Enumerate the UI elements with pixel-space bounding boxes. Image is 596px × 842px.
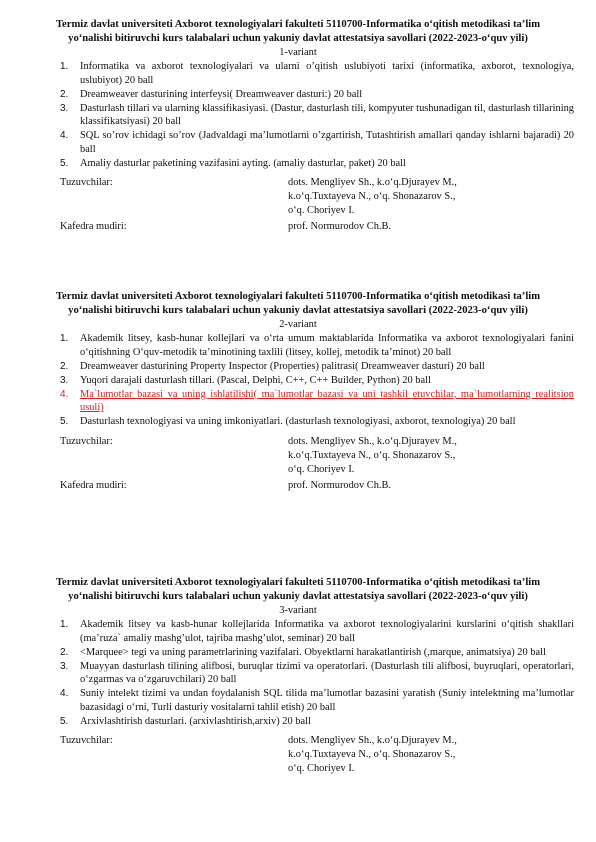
question-item bbox=[0, 88, 596, 102]
question-list bbox=[0, 332, 596, 429]
compiler-line: k.o‘q.Tuxtayeva N., o‘q. Shonazarov S., bbox=[288, 449, 456, 461]
compiler-line: dots. Mengliyev Sh., k.o‘q.Djurayev M., bbox=[288, 735, 457, 747]
question-item bbox=[0, 415, 596, 429]
question-text: Dasturlash texnologiyasi va uning imkoniyatlari. (dasturlash texnologiyasi, axborot, texnologiya) 20 ball bbox=[80, 416, 516, 428]
variant-title: Termiz davlat universiteti Axborot texnologiyalari fakulteti 5110700-Informatika o‘qitish metodikasi ta’lim yo‘nalishi bitiruvchi kurs talabalari uchun yakuniy davlat attestatsiya savollari (2022-2023-o‘quv yili) bbox=[55, 19, 541, 44]
compilers-label: Tuzuvchilar: bbox=[60, 735, 113, 747]
question-text: Informatika va axborot texnologiyalari va ularni o’qitish uslubiyoti tarixi (informatika, axborot, texnologiya, uslubiyot) 20 ball bbox=[80, 61, 574, 86]
variant-title: Termiz davlat universiteti Axborot texnologiyalari fakulteti 5110700-Informatika o‘qitish metodikasi ta’lim yo‘nalishi bitiruvchi kurs talabalari uchun yakuniy davlat attestatsiya savollari (2022-2023-o‘quv yili) bbox=[55, 577, 541, 602]
question-number: 1. bbox=[60, 333, 69, 344]
question-text: Arxivlashtirish dasturlari. (arxivlashtirish,arxiv) 20 ball bbox=[80, 715, 311, 727]
signature-block bbox=[0, 176, 596, 234]
chief-name: prof. Normurodov Ch.B. bbox=[288, 479, 392, 491]
question-number: 4. bbox=[60, 388, 69, 400]
variant-2-section bbox=[0, 290, 596, 493]
question-item bbox=[0, 660, 596, 687]
question-number: 5. bbox=[60, 715, 69, 727]
question-text: Muayyan dasturlash tilining alifbosi, buruqlar tizimi va operatorlari. (Dasturlash tili alifbosi, buyruqlari, operatorlari, o‘zgarmas va o‘zgaruvchilari) 20 ball bbox=[80, 660, 574, 686]
compiler-line: dots. Mengliyev Sh., k.o‘q.Djurayev M., bbox=[288, 435, 457, 447]
question-number: 5. bbox=[60, 157, 69, 169]
question-list bbox=[0, 60, 596, 170]
question-item bbox=[0, 374, 596, 388]
question-text: Ma`lumotlar bazasi va uning ishlatilishi( ma`lumotlar bazasi va uni tashkil etuvchilar, ma`lumotlarning realitsion usuli) bbox=[80, 388, 574, 414]
compiler-line: o‘q. Choriyev I. bbox=[288, 463, 355, 475]
question-number: 2. bbox=[60, 88, 69, 100]
question-item bbox=[0, 646, 596, 660]
question-item bbox=[0, 687, 596, 714]
question-item bbox=[0, 102, 596, 129]
question-number: 2. bbox=[60, 360, 69, 372]
question-item bbox=[0, 360, 596, 374]
question-item bbox=[0, 129, 596, 156]
question-list bbox=[0, 618, 596, 728]
question-number: 2. bbox=[60, 646, 69, 658]
compilers-names bbox=[288, 734, 457, 776]
compilers-label: Tuzuvchilar: bbox=[60, 435, 113, 447]
question-text: Suniy intelekt tizimi va undan foydalanish SQL tilida ma’lumotlar bazasini yaratish (Suniy intelektning ma’lumotlar bazasidagi o‘rni, Turli dasturiy vositalarni tahlil etish) 20 ball bbox=[80, 688, 574, 713]
question-text: Dreamweaver dasturining interfeysi( Dreamweaver dasturi:) 20 ball bbox=[80, 88, 363, 100]
question-number: 3. bbox=[60, 102, 69, 114]
question-item bbox=[0, 618, 596, 645]
question-item bbox=[0, 715, 596, 729]
question-number: 1. bbox=[60, 61, 69, 72]
question-number: 1. bbox=[60, 619, 69, 630]
compilers-names bbox=[288, 435, 457, 477]
question-number: 4. bbox=[60, 130, 69, 142]
variant-3-section bbox=[0, 576, 596, 778]
question-item bbox=[0, 157, 596, 171]
chief-label: Kafedra mudiri: bbox=[60, 479, 127, 491]
compilers-names bbox=[288, 176, 457, 218]
question-item bbox=[0, 332, 596, 359]
question-text: Yuqori darajali dasturlash tillari. (Pascal, Delphi, C++, C++ Builder, Python) 20 ball bbox=[80, 374, 431, 386]
question-text: Amaliy dasturlar paketining vazifasini ayting. (amaliy dasturlar, paket) 20 ball bbox=[80, 157, 406, 169]
question-number: 3. bbox=[60, 374, 69, 386]
chief-label: Kafedra mudiri: bbox=[60, 221, 127, 233]
compiler-line: o‘q. Choriyev I. bbox=[288, 205, 355, 217]
chief-name: prof. Normurodov Ch.B. bbox=[288, 221, 392, 233]
signature-block bbox=[0, 734, 596, 778]
question-text: <Marquee> tegi va uning parametrlarining vazifalari. Obyektlarni harakatlantirish (,marque, animatsiya) 20 ball bbox=[80, 646, 546, 658]
question-number: 5. bbox=[60, 416, 69, 428]
compiler-line: o‘q. Choriyev I. bbox=[288, 763, 355, 775]
question-text: Dasturlash tillari va ularning klassifikasiyasi. (Dastur, dasturlash tili, kompyuter tushunadigan til, dasturlash tillarining klassifikatsiyasi) 20 ball bbox=[80, 102, 574, 128]
question-text: Dreamweaver dasturining Property Inspector (Properties) palitrasi( Dreamweaver dasturi) 20 ball bbox=[80, 360, 485, 372]
question-text: SQL so’rov ichidagi so’rov (Jadvaldagi ma’lumotlarni o’zgartirish, Tutashtirish amallari qanday ishlarni bajaradi) 20 ball bbox=[80, 130, 574, 155]
variant-name: 2-variant bbox=[279, 319, 317, 330]
question-item bbox=[0, 60, 596, 87]
question-text: Akademik litsey va kasb-hunar kollejlarida Informatika va axborot texnologiyalarini kurslarini o‘qitish shakllari (ma’ruza` amaliy mashg’ulot, tajriba mashg’ulot, seminar) 20 ball bbox=[80, 619, 574, 644]
question-text: Akademik litsey, kasb-hunar kollejlari va o‘rta umum maktablarida Informatika va axborot texnologiyalari fanini o‘qitishning O‘quv-metodik ta’minotining taxlili (litsey, kollej, metodik ta’minot) 20 ball bbox=[80, 333, 574, 358]
variant-title: Termiz davlat universiteti Axborot texnologiyalari fakulteti 5110700-Informatika o‘qitish metodikasi ta’lim yo‘nalishi bitiruvchi kurs talabalari uchun yakuniy davlat attestatsiya savollari (2022-2023-o‘quv yili) bbox=[55, 291, 541, 316]
signature-block bbox=[0, 435, 596, 493]
variant-name: 1-variant bbox=[279, 47, 317, 58]
compiler-line: dots. Mengliyev Sh., k.o‘q.Djurayev M., bbox=[288, 177, 457, 189]
compiler-line: k.o‘q.Tuxtayeva N., o‘q. Shonazarov S., bbox=[288, 191, 456, 203]
compilers-label: Tuzuvchilar: bbox=[60, 177, 113, 189]
variant-name: 3-variant bbox=[279, 605, 317, 616]
question-item-highlighted bbox=[0, 388, 596, 415]
question-number: 4. bbox=[60, 688, 69, 700]
variant-1-section bbox=[0, 18, 596, 234]
question-number: 3. bbox=[60, 660, 69, 672]
compiler-line: k.o‘q.Tuxtayeva N., o‘q. Shonazarov S., bbox=[288, 749, 456, 761]
